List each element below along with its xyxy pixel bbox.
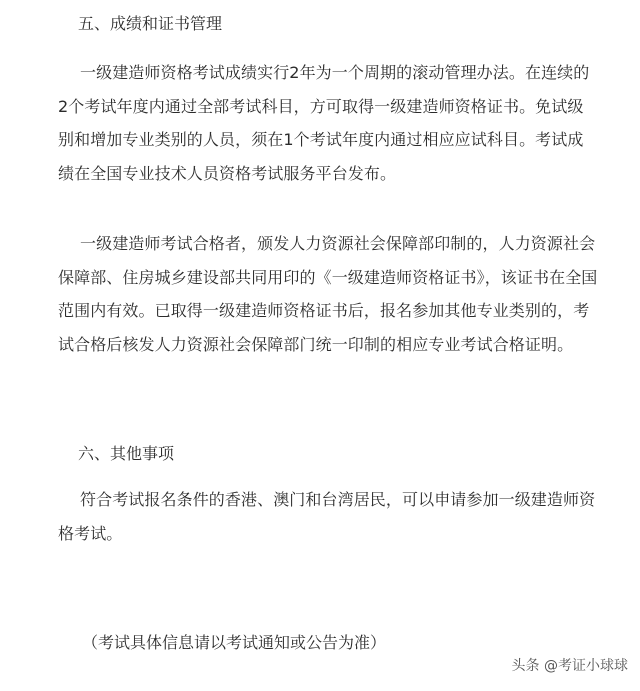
paragraph-score-validity: 一级建造师资格考试成绩实行2年为一个周期的滚动管理办法。在连续的2个考试年度内通过全部考试科目，方可取得一级建造师资格证书。免试级别和增加专业类别的人员，须在1个考试年度内通过相应应试科目。考试成绩在全国专业技术人员资格考试服务平台发布。 [58, 63, 590, 183]
footnote: （考试具体信息请以考试通知或公告为准） [82, 633, 387, 652]
section-heading-other-matters: 六、其他事项 [78, 444, 175, 463]
paragraph-hk-macao-taiwan: 符合考试报名条件的香港、澳门和台湾居民，可以申请参加一级建造师资格考试。 [58, 490, 596, 543]
paragraph-certificate-issuance: 一级建造师考试合格者，颁发人力资源社会保障部印制的，人力资源社会保障部、住房城乡建设部共同用印的《一级建造师资格证书》，该证书在全国范围内有效。已取得一级建造师资格证书后，报名参加其他专业类别的，考试合格后核发人力资源社会保障部门统一印制的相应专业考试合格证明。 [58, 234, 598, 354]
section-heading-score-certificate: 五、成绩和证书管理 [78, 14, 223, 33]
watermark: 头条 @考证小球球 [511, 658, 628, 674]
